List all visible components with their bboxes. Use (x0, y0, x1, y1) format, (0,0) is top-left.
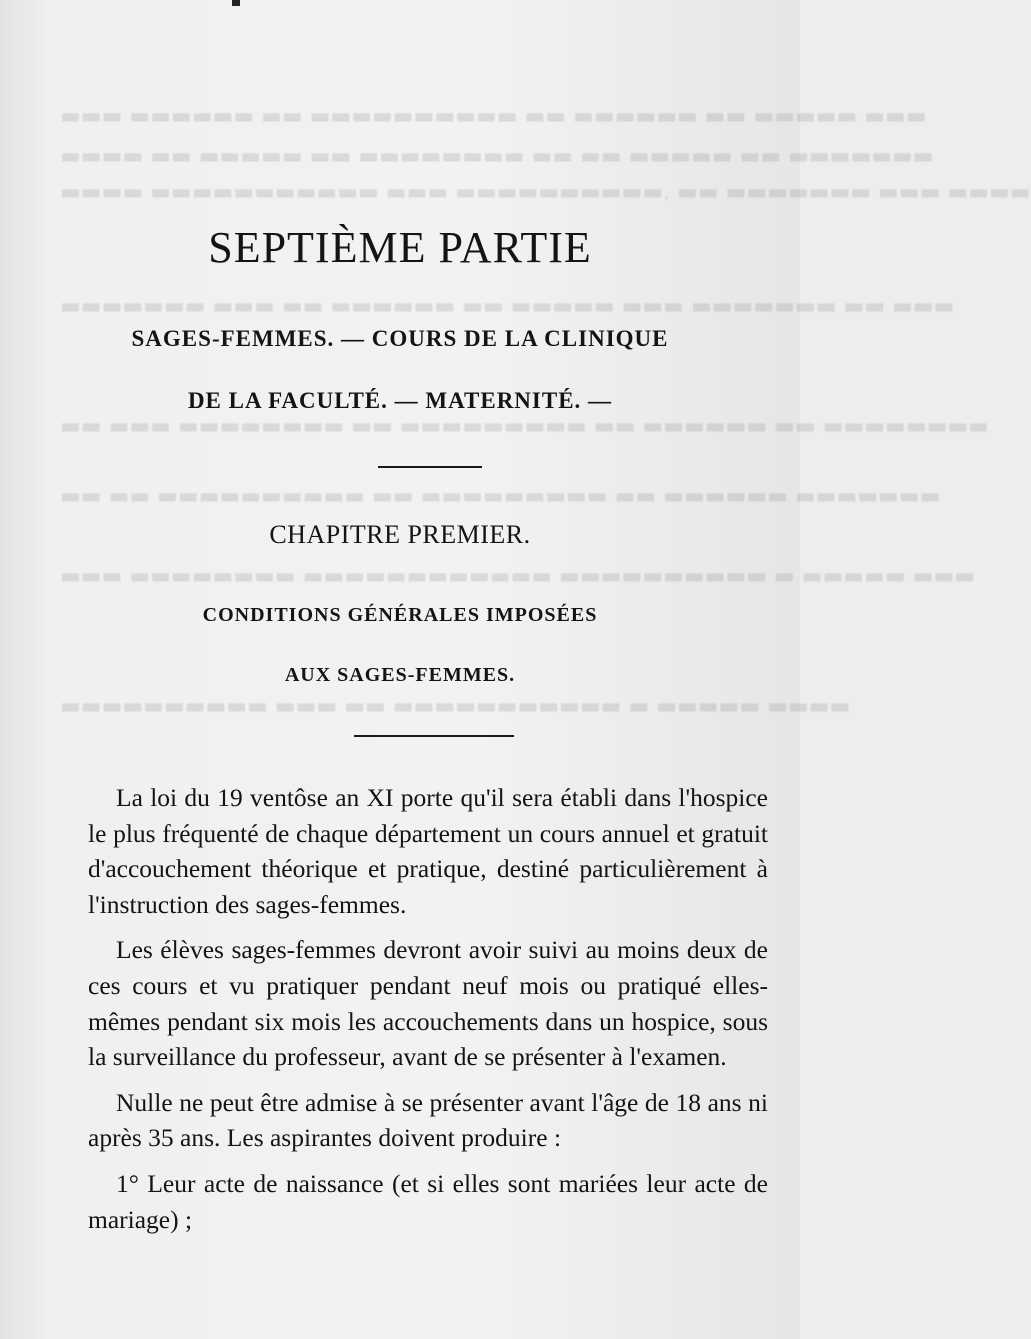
show-through-texture: ▬▬▬ ▬▬▬▬▬▬ ▬▬ ▬▬▬▬▬▬▬▬▬▬ ▬▬ ▬▬▬▬▬▬ ▬▬ ▬▬▬▬▬ ▬▬▬ (60, 104, 927, 129)
paragraph: 1° Leur acte de naissance (et si elles sont mariées leur acte de mariage) ; (88, 1168, 768, 1234)
separator-rule (354, 735, 514, 737)
subtitle-line-2: DE LA FACULTÉ. — MATERNITÉ. — (187, 388, 613, 413)
separator-rule (378, 466, 482, 468)
show-through-texture: ▬▬▬▬▬▬▬▬▬▬ ▬▬▬ ▬▬ ▬▬▬▬▬▬▬▬▬▬▬ ▬ ▬▬▬▬▬ ▬▬▬▬ (60, 694, 851, 719)
body-text (88, 780, 768, 1237)
section-title-line-2: AUX SAGES-FEMMES. (284, 664, 516, 686)
show-through-texture: ▬▬ ▬▬ ▬▬▬▬▬▬▬▬▬▬ ▬▬ ▬▬▬▬▬▬▬▬▬ ▬▬ ▬▬▬▬▬▬ ▬▬▬▬▬▬▬ (60, 484, 941, 509)
chapter-title: CHAPITRE PREMIER. (269, 520, 531, 549)
show-through-texture: ▬▬▬▬▬▬▬ ▬▬▬ ▬▬ ▬▬▬▬▬▬ ▬▬ ▬▬▬▬▬ ▬▬▬ ▬▬▬▬▬▬▬ ▬▬ ▬▬▬ (60, 294, 955, 319)
paragraph: Nulle ne peut être admise à se présenter avant l'âge de 18 ans ni après 35 ans. Les aspirantes doivent produire : (88, 1087, 768, 1153)
part-title: SEPTIÈME PARTIE (208, 223, 592, 272)
show-through-texture: ▬▬ ▬▬▬ ▬▬▬▬▬▬▬▬ ▬▬ ▬▬▬▬▬▬▬▬▬ ▬▬ ▬▬▬▬▬▬ ▬▬ ▬▬▬▬▬▬▬▬ (60, 414, 989, 439)
section-title-line-1: CONDITIONS GÉNÉRALES IMPOSÉES (202, 604, 598, 626)
paragraph: La loi du 19 ventôse an XI porte qu'il sera établi dans l'hospice le plus fréquenté de chaque département un cours annuel et gratuit d'accouchement théorique et pratique, destiné particulièrement à l'instruction des sages-femmes. (88, 783, 768, 919)
subtitle-line-1: SAGES-FEMMES. — COURS DE LA CLINIQUE (131, 326, 669, 351)
paragraph: Les élèves sages-femmes devront avoir suivi au moins deux de ces cours et vu pratiquer pendant neuf mois ou pratiqué elles-mêmes pendant six mois les accouchements dans un hospice, sous la surveillance du professeur, avant de se présenter à l'examen. (88, 935, 768, 1072)
page-edge-mark (232, 0, 240, 6)
show-through-texture: ▬▬▬▬ ▬▬▬▬▬▬▬▬▬▬▬ ▬▬▬ ▬▬▬▬▬▬▬▬▬▬. ▬▬ ▬▬▬▬▬▬▬ ▬▬▬ ▬▬▬▬ (60, 180, 1031, 205)
show-through-texture: ▬▬▬ ▬▬▬▬▬▬▬▬ ▬▬▬▬▬▬▬▬▬▬▬▬ ▬▬▬▬▬▬▬▬▬▬ ▬ ▬▬▬▬▬ ▬▬▬ (60, 564, 975, 589)
show-through-texture: ▬▬▬▬ ▬▬ ▬▬▬▬▬ ▬▬ ▬▬▬▬▬▬▬▬ ▬▬ ▬▬ ▬▬▬▬▬ ▬▬ ▬▬▬▬▬▬▬ (60, 144, 934, 169)
